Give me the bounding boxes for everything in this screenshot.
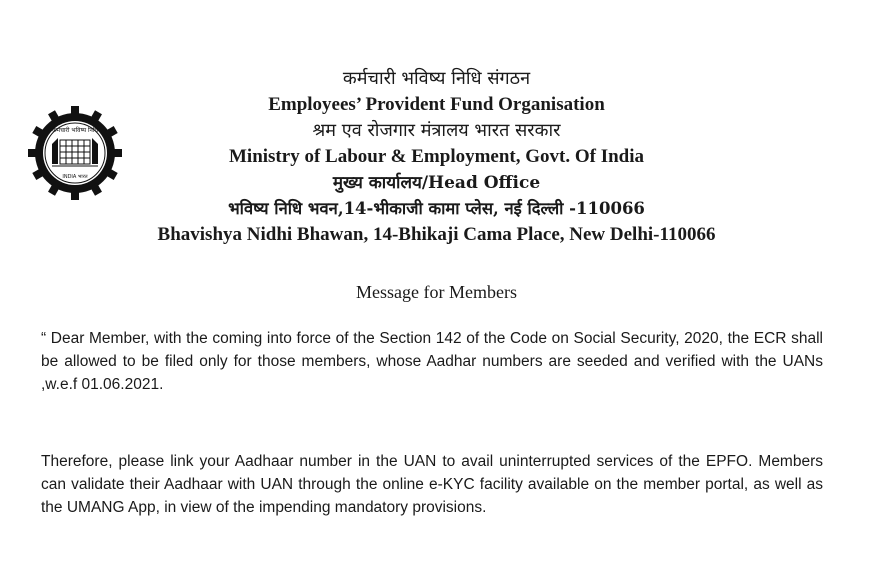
org-name-hindi: कर्मचारी भविष्य निधि संगठन xyxy=(342,68,531,89)
message-title: Message for Members xyxy=(356,282,517,302)
address-english: Bhavishya Nidhi Bhawan, 14-Bhikaji Cama Place, New Delhi-110066 xyxy=(157,224,716,245)
address-hindi: भविष्य निधि भवन,14-भीकाजी कामा प्लेस, नई दिल्ली -110066 xyxy=(228,199,645,218)
org-name-english: Employees’ Provident Fund Organisation xyxy=(268,94,605,115)
message-paragraph-2: Therefore, please link your Aadhaar number in the UAN to avail uninterrupted services of the EPFO. Members can validate their Aadhaar with UAN through the online e-KYC facility available on the member portal, as well as the UMANG App, in view of the impending mandatory provisions. xyxy=(41,453,823,516)
letterhead xyxy=(100,66,773,248)
ministry-english: Ministry of Labour & Employment, Govt. Of India xyxy=(228,146,645,167)
logo-text-bottom: INDIA भारत xyxy=(62,174,88,180)
logo-text-top: कर्मचारी भविष्य निधि xyxy=(51,127,99,134)
message-paragraph-1: “ Dear Member, with the coming into force of the Section 142 of the Code on Social Security, 2020, the ECR shall be allowed to be filed only for those members, whose Aadhar numbers are seeded and verified with the UANs ,w.e.f 01.06.2021. xyxy=(41,330,823,393)
head-office-label: मुख्य कार्यालय/Head Office xyxy=(332,173,541,193)
ministry-hindi: श्रम एव रोजगार मंत्रालय भारत सरकार xyxy=(312,120,561,141)
